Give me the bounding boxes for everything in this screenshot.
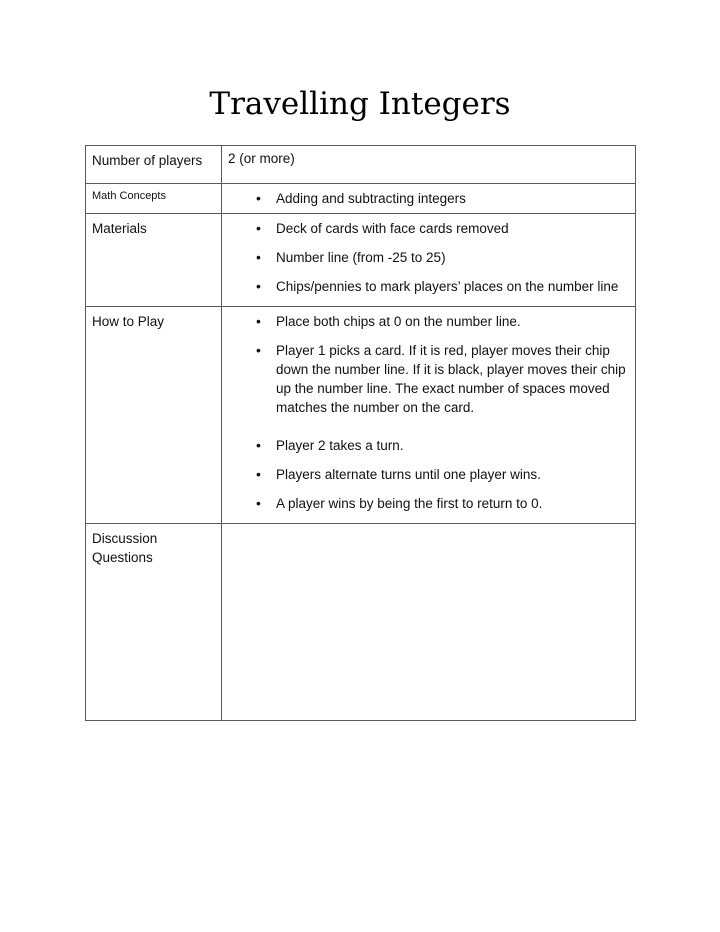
row-math-concepts (86, 184, 636, 214)
list-item: • Place both chips at 0 on the number line. (256, 312, 629, 331)
list-item: • Player 2 takes a turn. (256, 436, 629, 455)
row-how-to-play (86, 307, 636, 524)
label-materials: Materials (86, 214, 222, 307)
row-materials (86, 214, 636, 307)
list-item: • Player 1 picks a card. If it is red, player moves their chip down the number line. If it is black, player moves their chip up the number line. The exact number of spaces moved matches the number on the card. (256, 341, 629, 417)
value-how-to-play (222, 307, 636, 524)
materials-list (228, 219, 629, 296)
label-discussion-questions: Discussion Questions (86, 524, 222, 721)
list-item: • Players alternate turns until one player wins. (256, 465, 629, 484)
game-info-table (85, 145, 636, 721)
how-to-play-list (228, 312, 629, 513)
list-item: • Number line (from -25 to 25) (256, 248, 629, 267)
list-item: • Adding and subtracting integers (256, 189, 629, 208)
page-title: Travelling Integers (209, 86, 511, 122)
value-materials (222, 214, 636, 307)
value-math-concepts (222, 184, 636, 214)
list-item: • A player wins by being the first to return to 0. (256, 494, 629, 513)
label-number-of-players: Number of players (86, 146, 222, 184)
row-discussion-questions (86, 524, 636, 721)
row-number-of-players (86, 146, 636, 184)
list-item: • Chips/pennies to mark players’ places on the number line (256, 277, 629, 296)
value-number-of-players: 2 (or more) (222, 146, 636, 184)
label-how-to-play: How to Play (86, 307, 222, 524)
value-discussion-questions (222, 524, 636, 721)
label-math-concepts: Math Concepts (86, 184, 222, 214)
math-concepts-list (228, 189, 629, 208)
list-item: • Deck of cards with face cards removed (256, 219, 629, 238)
